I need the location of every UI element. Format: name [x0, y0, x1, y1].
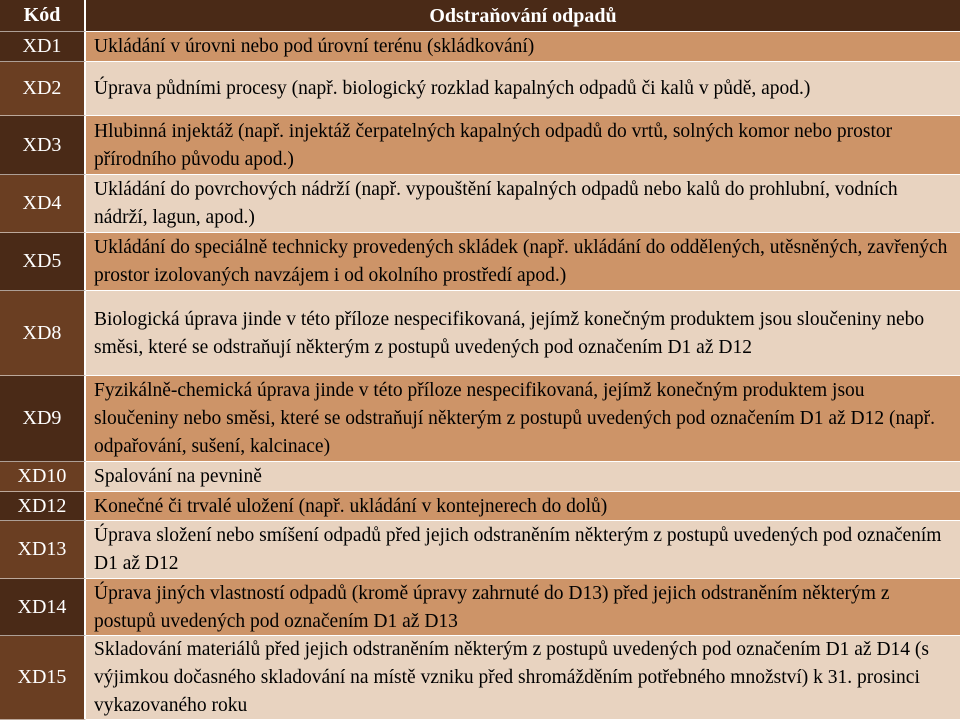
header-title: Odstraňování odpadů	[86, 0, 960, 32]
header-code: Kód	[0, 0, 86, 32]
row-text: Úprava půdními procesy (např. biologický rozklad kapalných odpadů či kalů v půdě, apod.)	[86, 62, 960, 116]
table-row	[0, 116, 960, 175]
table-row	[0, 521, 960, 579]
row-code: XD9	[0, 376, 86, 462]
table-row	[0, 579, 960, 636]
row-text: Ukládání v úrovni nebo pod úrovní terénu (skládkování)	[86, 32, 960, 62]
row-code: XD14	[0, 579, 86, 636]
table-row	[0, 175, 960, 233]
table-row	[0, 291, 960, 376]
row-code: XD8	[0, 291, 86, 376]
row-text: Biologická úprava jinde v této příloze nespecifikovaná, jejímž konečným produktem jsou sloučeniny nebo směsi, které se odstraňují některým z postupů uvedených pod označením D1 až D12	[86, 291, 960, 376]
row-code: XD12	[0, 492, 86, 521]
table-row	[0, 462, 960, 492]
row-text: Ukládání do speciálně technicky provedených skládek (např. ukládání do oddělených, utěsněných, zavřených prostor izolovaných navzájem i od okolního prostředí apod.)	[86, 233, 960, 291]
row-text: Ukládání do povrchových nádrží (např. vypouštění kapalných odpadů nebo kalů do prohlubní, vodních nádrží, lagun, apod.)	[86, 175, 960, 233]
row-text: Úprava složení nebo smíšení odpadů před jejich odstraněním některým z postupů uvedených pod označením D1 až D12	[86, 521, 960, 579]
table-row	[0, 62, 960, 116]
table-row	[0, 233, 960, 291]
table-row	[0, 492, 960, 521]
row-text: Úprava jiných vlastností odpadů (kromě úpravy zahrnuté do D13) před jejich odstraněním některým z postupů uvedených pod označením D1 až D13	[86, 579, 960, 636]
row-text: Konečné či trvalé uložení (např. ukládání v kontejnerech do dolů)	[86, 492, 960, 521]
row-code: XD5	[0, 233, 86, 291]
row-code: XD10	[0, 462, 86, 492]
row-text: Spalování na pevnině	[86, 462, 960, 492]
row-text: Fyzikálně-chemická úprava jinde v této příloze nespecifikovaná, jejímž konečným produktem jsou sloučeniny nebo směsi, které se odstraňují některým z postupů uvedených pod označením D1 až D12 (např. odpařování, sušení, kalcinace)	[86, 376, 960, 462]
row-text: Hlubinná injektáž (např. injektáž čerpatelných kapalných odpadů do vrtů, solných komor nebo prostor přírodního původu apod.)	[86, 116, 960, 175]
table-header	[0, 0, 960, 32]
row-code: XD4	[0, 175, 86, 233]
row-code: XD1	[0, 32, 86, 62]
row-code: XD2	[0, 62, 86, 116]
row-code: XD13	[0, 521, 86, 579]
table-row	[0, 32, 960, 62]
table-row	[0, 636, 960, 720]
row-code: XD3	[0, 116, 86, 175]
row-text: Skladování materiálů před jejich odstraněním některým z postupů uvedených pod označením D1 až D14 (s výjimkou dočasného skladování na místě vzniku před shromážděním potřebného množství) k 31. prosinci vykazovaného roku	[86, 636, 960, 720]
table-row	[0, 376, 960, 462]
row-code: XD15	[0, 636, 86, 720]
